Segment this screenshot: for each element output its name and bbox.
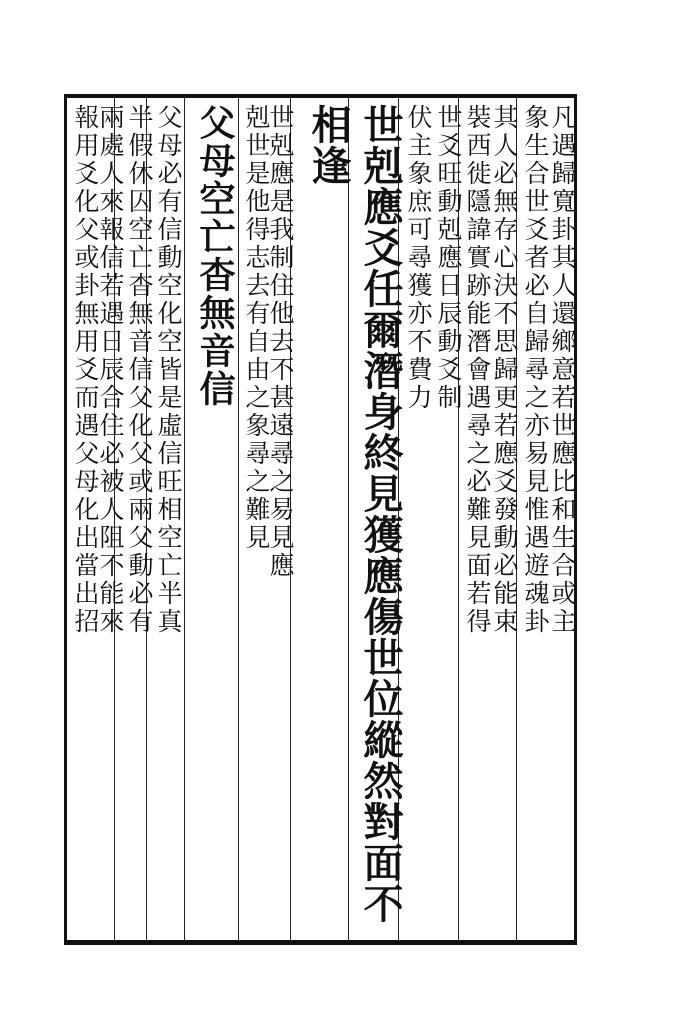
text-column: 兩處人來報信若遇日辰合住必被人阻不能來 xyxy=(96,104,125,636)
text-column-heading: 父母空亡杳無音信 xyxy=(194,104,236,408)
top-border xyxy=(64,94,577,98)
text-column-heading: 世剋應爻任爾潛身終見獲應傷世位縱然對面不 xyxy=(357,104,404,924)
text-column: 世剋應是我制住他去不甚遠尋之易見應 xyxy=(266,104,295,580)
bottom-border xyxy=(64,940,577,945)
text-column: 報用爻化父或卦無用爻而遇父母化出當出招 xyxy=(71,104,100,636)
text-column: 凡遇歸寬卦其人還鄉意若世應比和生合或主 xyxy=(548,104,577,636)
text-column: 其人必無存心決不思歸更若應爻發動必能束 xyxy=(490,104,519,636)
text-column: 象生合世爻者必自歸尋之亦易見惟遇遊魂卦 xyxy=(521,104,550,636)
text-column: 半假休囚空亡杳無音信父化父或兩父動必有 xyxy=(125,104,154,636)
text-column: 剋世是他得志去有自由之象尋之難見 xyxy=(242,104,271,552)
text-column: 父母必有信動空化空皆是虛信旺相空亡半真 xyxy=(154,104,183,636)
text-column: 世爻旺動剋應日辰動爻制 xyxy=(434,104,463,412)
text-column: 伏主象庶可尋獲亦不費力 xyxy=(404,104,433,412)
text-column-heading: 相逢 xyxy=(305,104,352,186)
text-column: 裝西徙隱諱實跡能潛會遇尋之必難見面若得 xyxy=(463,104,492,636)
